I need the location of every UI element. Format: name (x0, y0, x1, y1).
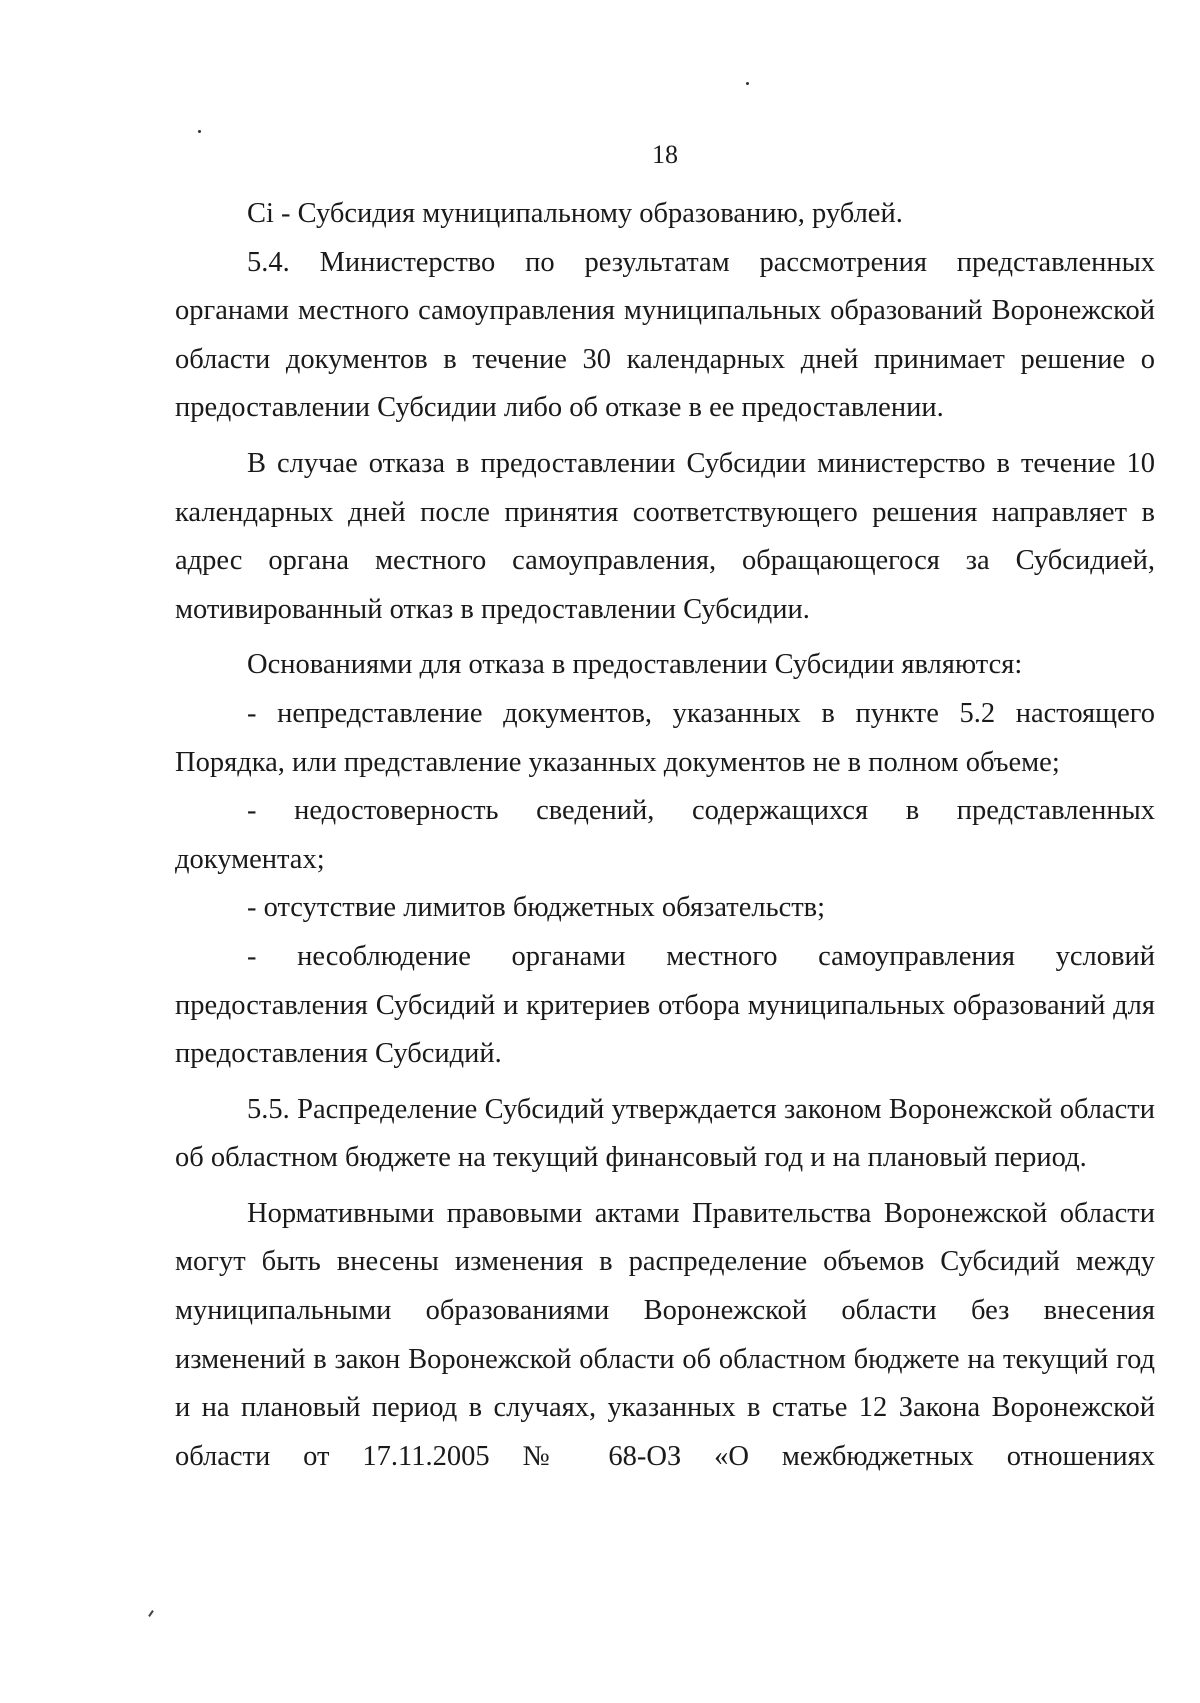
paragraph: - непредставление документов, указанных в пункте 5.2 настоящего Порядка, или представление указанных документов не в полном объеме; (175, 697, 1155, 778)
scan-speck (746, 82, 749, 85)
paragraph: 5.4. Министерство по результатам рассмотрения представленных органами местного самоуправления муниципальных образований Воронежской области документов в течение 30 календарных дней принимает решение о предоставлении Субсидии либо об отказе в ее предоставлении. (175, 246, 1155, 424)
paragraph: - несоблюдение органами местного самоуправления условий предоставления Субсидий и критериев отбора муниципальных образований для предоставления Субсидий. (175, 940, 1155, 1070)
document-body (175, 190, 1155, 1481)
paragraph: Основаниями для отказа в предоставлении Субсидии являются: (247, 649, 1023, 681)
paragraph: - недостоверность сведений, содержащихся в представленных документах; (175, 795, 1155, 875)
paragraph: Нормативными правовыми актами Правительства Воронежской области могут быть внесены изменения в распределение объемов Субсидий между муниципальными образованиями Воронежской области без внесения изменений в закон Воронежской области об областном бюджете на текущий год и на плановый период в случаях, указанных в статье 12 Закона Воронежской области от 17.11.2005 № 68-ОЗ «О межбюджетных отношениях (175, 1197, 1155, 1472)
page-number: 18 (652, 140, 678, 169)
paragraph: 5.5. Распределение Субсидий утверждается законом Воронежской области об областном бюджете на текущий финансовый год и на плановый период. (175, 1093, 1155, 1174)
scan-speck (148, 1610, 154, 1617)
paragraph: В случае отказа в предоставлении Субсидии министерство в течение 10 календарных дней после принятия соответствующего решения направляет в адрес органа местного самоуправления, обращающегося за Субсидией, мотивированный отказ в предоставлении Субсидии. (175, 447, 1155, 625)
paragraph: - отсутствие лимитов бюджетных обязательств; (247, 892, 826, 924)
scan-speck (198, 130, 201, 133)
paragraph: Сi - Субсидия муниципальному образованию, рублей. (247, 198, 903, 229)
